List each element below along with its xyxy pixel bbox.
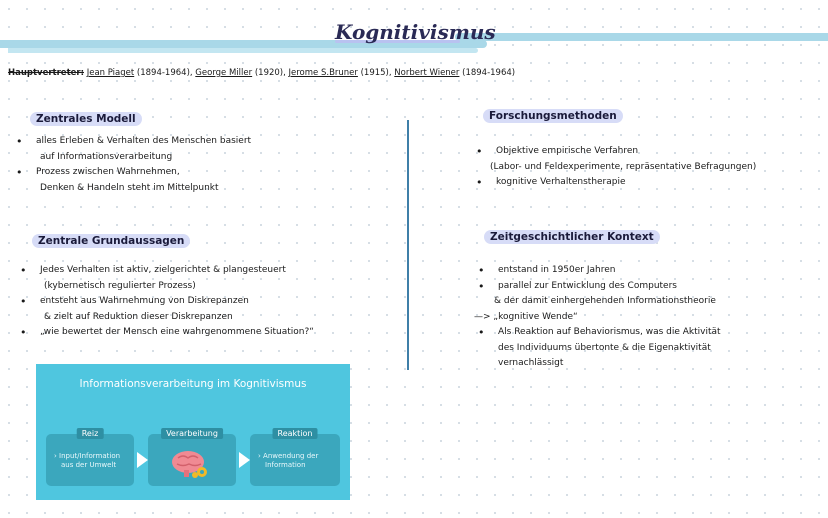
author-name: George Miller	[195, 68, 253, 78]
heading-zeitgeschichtlicher-kontext: Zeitgeschichtlicher Kontext	[484, 230, 660, 244]
list-item	[20, 294, 314, 325]
diagram-title: Informationsverarbeitung im Kognitivismus	[79, 378, 307, 390]
list-item-arrow: —> „kognitive Wende“	[474, 311, 578, 322]
author-years: (1894-1964)	[462, 68, 516, 78]
arrow-right-icon	[137, 452, 148, 468]
column-divider	[407, 120, 409, 370]
brain-gears-icon	[170, 448, 212, 480]
item-line: vernachlässigt	[498, 358, 564, 368]
list-item	[478, 279, 721, 310]
box-text-line: Input/Information	[59, 452, 121, 460]
authors-label: Hauptvertreter:	[8, 68, 84, 78]
item-line: entsteht aus Wahrnehmung von Diskrepanzen	[40, 296, 249, 306]
list-item	[476, 175, 756, 191]
author-name: Jean Piaget	[86, 68, 135, 78]
box-text-line: Information	[265, 461, 306, 469]
item-line: entstand in 1950er Jahren	[498, 265, 616, 275]
item-line: Denken & Handeln steht im Mittelpunkt	[40, 182, 219, 193]
list-item	[478, 263, 721, 279]
item-line: kognitive Verhaltenstherapie	[496, 177, 626, 187]
chevron-icon: ›	[54, 452, 60, 460]
item-line: alles Erleben & Verhalten des Menschen basiert	[36, 136, 252, 146]
author-years: (1920),	[254, 68, 286, 78]
item-line: parallel zur Entwicklung des Computers	[498, 280, 677, 291]
author-name: Norbert Wiener	[394, 68, 460, 78]
list-kontext	[474, 263, 721, 372]
heading-zentrales-modell: Zentrales Modell	[30, 112, 142, 126]
box-reiz	[46, 429, 134, 486]
item-line: & zielt auf Reduktion dieser Diskrepanzen	[44, 311, 233, 322]
chevron-icon: ›	[258, 452, 264, 460]
decor-band-thin	[8, 48, 478, 53]
list-item	[478, 325, 721, 372]
box-label: Verarbeitung	[161, 428, 223, 439]
box-reaktion	[250, 429, 340, 486]
box-label: Reiz	[77, 428, 104, 439]
list-item	[20, 325, 314, 341]
author-years: (1894-1964),	[136, 68, 193, 78]
author-years: (1915),	[360, 68, 392, 78]
box-verarbeitung	[148, 429, 236, 486]
box-label: Reaktion	[273, 428, 318, 439]
item-line: & der damit einhergehenden Informationstheorie	[494, 296, 716, 306]
box-text-line: Anwendung der	[263, 452, 319, 460]
item-line: Als Reaktion auf Behaviorismus, was die Aktivität	[498, 327, 721, 337]
list-zentrales-modell	[16, 134, 251, 196]
box-text-line: aus der Umwelt	[61, 461, 117, 469]
authors-line	[8, 68, 515, 78]
list-item	[476, 144, 756, 175]
item-line: „wie bewertet der Mensch eine wahrgenommene Situation?“	[40, 327, 314, 337]
item-line: (kybernetisch regulierter Prozess)	[44, 280, 196, 291]
list-forschungsmethoden	[476, 144, 756, 191]
info-processing-diagram	[36, 364, 350, 500]
item-line: Prozess zwischen Wahrnehmen,	[36, 167, 180, 177]
list-grundaussagen	[20, 263, 314, 341]
list-item	[16, 165, 251, 196]
author-name: Jerome S.Bruner	[288, 68, 358, 78]
list-item	[20, 263, 314, 294]
box-text	[54, 452, 120, 470]
arrow-right-icon	[239, 452, 250, 468]
item-line: Jedes Verhalten ist aktiv, zielgerichtet & plangesteuert	[40, 265, 286, 275]
list-item	[16, 134, 251, 165]
item-line: auf Informationsverarbeitung	[40, 151, 173, 162]
decor-band-right	[455, 33, 828, 41]
box-text	[258, 452, 318, 470]
page-title: Kognitivismus	[335, 20, 496, 44]
item-line: des Individuums übertonte & die Eigenaktivität	[498, 342, 711, 353]
item-line: (Labor- und Feldexperimente, repräsentative Befragungen)	[490, 161, 757, 172]
heading-zentrale-grundaussagen: Zentrale Grundaussagen	[32, 234, 190, 248]
heading-forschungsmethoden: Forschungsmethoden	[483, 109, 623, 123]
item-line: Objektive empirische Verfahren	[496, 146, 639, 156]
